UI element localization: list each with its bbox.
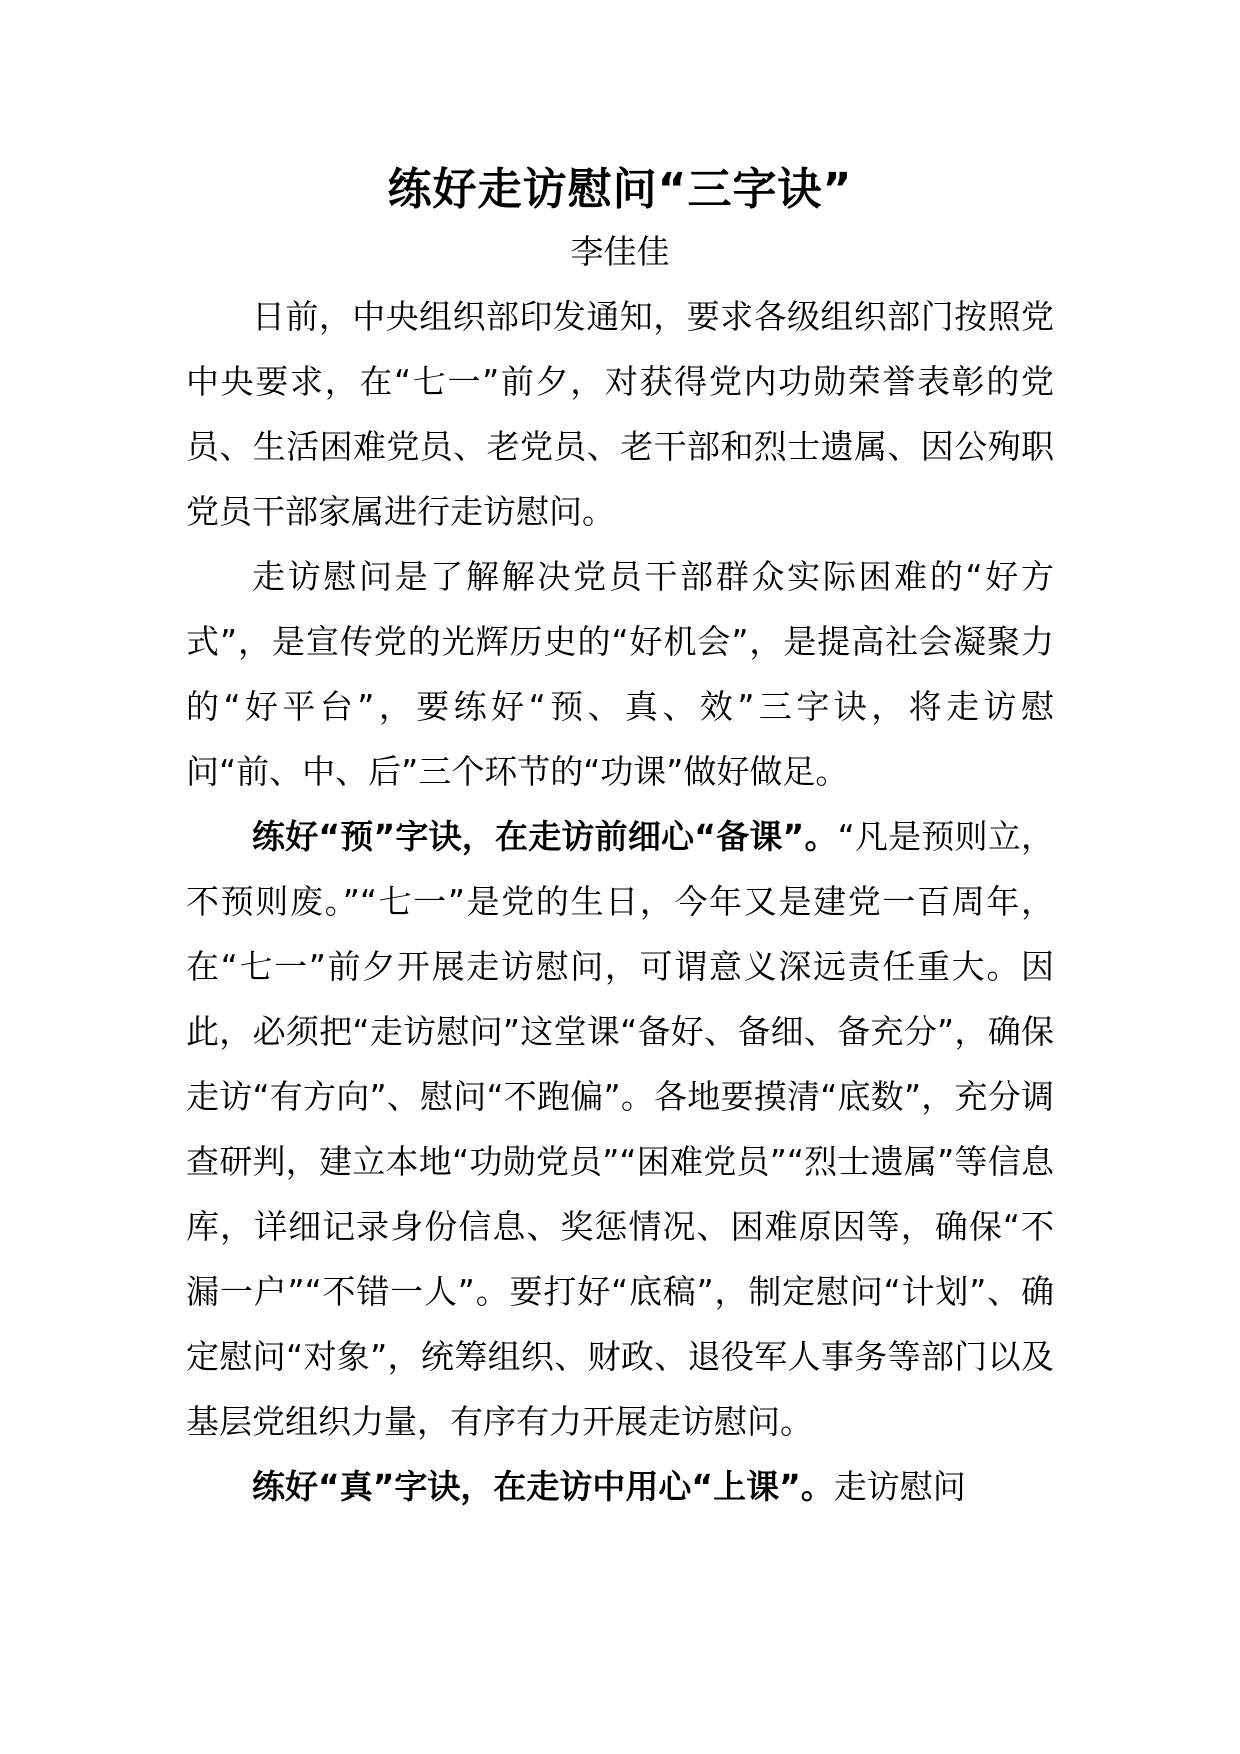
- paragraph-4-text: 走访慰问: [833, 1467, 966, 1506]
- document-title: 练好走访慰问“三字诀”: [387, 164, 853, 215]
- paragraph-3-lead: 练好“预”字诀，在走访前细心“备课”。: [252, 817, 838, 856]
- paragraph-4: [186, 1454, 1054, 1519]
- paragraph-2: [186, 544, 1054, 804]
- paragraph-1-text: 日前，中央组织部印发通知，要求各级组织部门按照党中央要求，在“七一”前夕，对获得党内功勋荣誉表彰的党员、生活困难党员、老党员、老干部和烈士遗属、因公殉职党员干部家属进行走访慰问。: [186, 297, 1054, 531]
- paragraph-3-text: “凡是预则立，不预则废。”“七一”是党的生日，今年又是建党一百周年，在“七一”前夕开展走访慰问，可谓意义深远责任重大。因此，必须把“走访慰问”这堂课“备好、备细、备充分”，确保走访“有方向”、慰问“不跑偏”。各地要摸清“底数”，充分调查研判，建立本地“功勋党员”“困难党员”“烈士遗属”等信息库，详细记录身份信息、奖惩情况、困难原因等，确保“不漏一户”“不错一人”。要打好“底稿”，制定慰问“计划”、确定慰问“对象”，统筹组织、财政、退役军人事务等部门以及基层党组织力量，有序有力开展走访慰问。: [186, 817, 1054, 1441]
- paragraph-4-lead: 练好“真”字诀，在走访中用心“上课”。: [252, 1467, 834, 1506]
- paragraph-1: [186, 284, 1054, 544]
- document-author: 李佳佳: [570, 232, 670, 271]
- document-page: [186, 160, 1054, 1519]
- paragraph-2-text: 走访慰问是了解解决党员干部群众实际困难的“好方式”，是宣传党的光辉历史的“好机会”，是提高社会凝聚力的“好平台”，要练好“预、真、效”三字诀，将走访慰问“前、中、后”三个环节的“功课”做好做足。: [186, 557, 1054, 791]
- paragraph-3: [186, 804, 1054, 1454]
